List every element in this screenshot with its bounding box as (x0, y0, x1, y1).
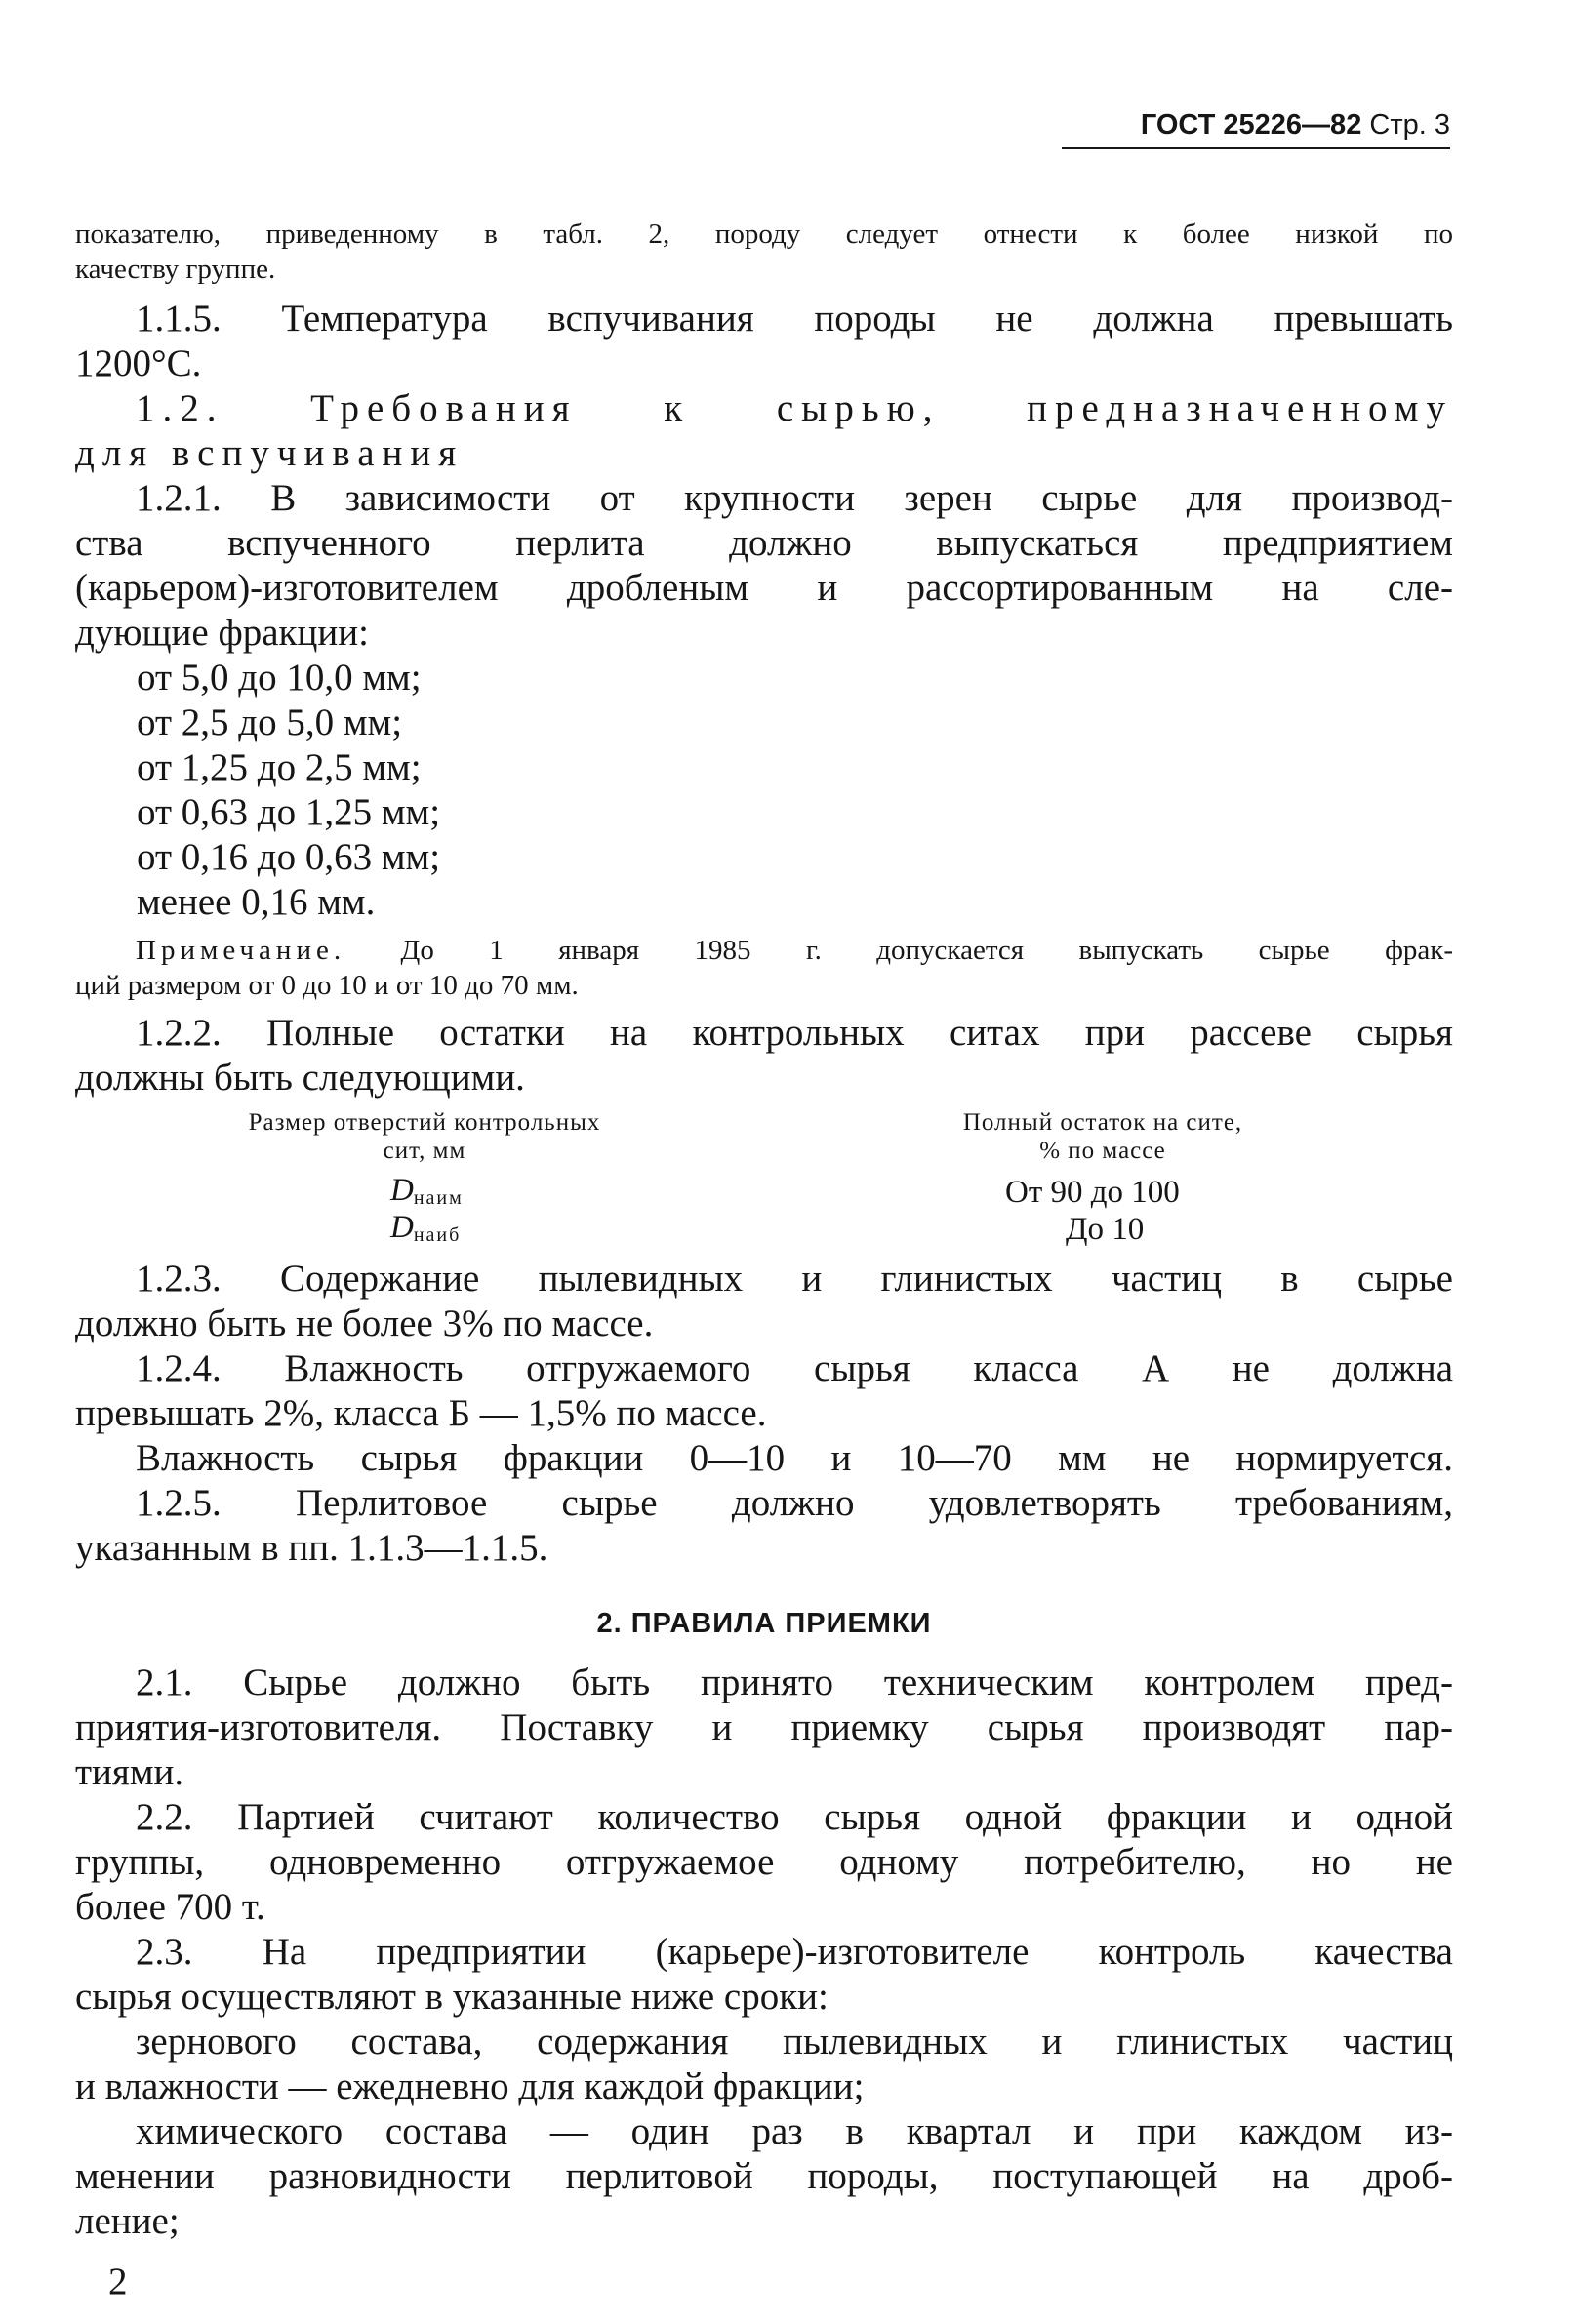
clause-1-2-3-line-2: должно быть не более 3% по массе. (75, 1302, 654, 1344)
clause-1-2-heading-line-1: 1.2. Требования к сырью, предназначенному (136, 387, 1453, 429)
clause-2-1-line-3: тиями. (75, 1751, 184, 1793)
clause-1-2-2-line-1: 1.2.2. Полные остатки на контрольных ситах при рассеве сырья (136, 1012, 1453, 1054)
clause-1-2-2-line-2: должны быть следующими. (75, 1057, 525, 1099)
clause-1-1-5-line-2: 1200°С. (75, 342, 202, 384)
clause-2-2-line-2: группы, одновременно отгружаемое одному потребителю, но не (75, 1841, 1453, 1883)
fraction-item: от 0,63 до 1,25 мм; (137, 791, 441, 833)
table-cell-symbol-dmax (390, 1210, 461, 1253)
clause-1-2-1-line-3: (карьером)-изготовителем дробленым и рассортированным на сле- (75, 567, 1453, 609)
clause-2-3-line-6: менении разновидности перлитовой породы, поступающей на дроб- (75, 2155, 1453, 2197)
symbol-letter: D (390, 1173, 414, 1208)
clause-2-2-line-3: более 700 т. (75, 1886, 265, 1928)
clause-2-3-line-7: ление; (75, 2200, 180, 2242)
header-line: Размер отверстий контрольных (248, 1109, 601, 1136)
clause-1-2-1-line-2: ства вспученного перлита должно выпускаться предприятием (75, 522, 1453, 564)
fraction-item: от 1,25 до 2,5 мм; (137, 746, 422, 788)
fraction-item: от 0,16 до 0,63 мм; (137, 836, 441, 878)
note-line-2: ций размером от 0 до 10 и от 10 до 70 мм. (75, 970, 579, 1001)
note-text: До 1 января 1985 г. допускается выпускать сырье фрак- (345, 935, 1453, 966)
clause-2-3-line-4: и влажности — ежедневно для каждой фракции; (75, 2065, 865, 2107)
table-column-header-residue (878, 1108, 1327, 1165)
clause-2-3-line-5: химического состава — один раз в квартал и при каждом из- (136, 2110, 1453, 2152)
clause-2-3-line-3: зернового состава, содержания пылевидных и глинистых частиц (136, 2021, 1453, 2063)
clause-1-2-5-line-2: указанным в пп. 1.1.3—1.1.5. (75, 1527, 548, 1569)
clause-1-2-5-line-1: 1.2.5. Перлитовое сырье должно удовлетворять требованиям, (136, 1482, 1453, 1524)
page-label: Стр. 3 (1369, 109, 1450, 140)
page-header (1062, 109, 1450, 149)
fraction-item: от 5,0 до 10,0 мм; (137, 657, 422, 699)
clause-1-2-4-line-3: Влажность сырья фракции 0—10 и 10—70 мм не нормируется. (136, 1437, 1453, 1479)
clause-2-1-line-2: приятия-изготовителя. Поставку и приемку сырья производят пар- (75, 1706, 1453, 1748)
intro-line-1: показателю, приведенному в табл. 2, породу следует отнести к более низкой по (75, 219, 1453, 250)
clause-2-1-line-1: 2.1. Сырье должно быть принято техническим контролем пред- (136, 1662, 1453, 1703)
clause-1-2-1-line-4: дующие фракции: (75, 612, 369, 654)
clause-1-2-heading-line-2: для вспучивания (75, 432, 465, 474)
table-column-header-sieve-size (195, 1108, 654, 1165)
standard-number: ГОСТ 25226—82 (1140, 109, 1362, 140)
page-number: 2 (108, 2261, 128, 2303)
clause-1-2-3-line-1: 1.2.3. Содержание пылевидных и глинистых частиц в сырье (136, 1258, 1453, 1300)
header-line: сит, мм (383, 1138, 466, 1164)
clause-1-2-1-line-1: 1.2.1. В зависимости от крупности зерен сырье для производ- (136, 477, 1453, 519)
symbol-subscript: наим (413, 1187, 464, 1209)
header-line: % по массе (1039, 1138, 1166, 1164)
fraction-item: от 2,5 до 5,0 мм; (137, 701, 403, 743)
note-line-1 (75, 933, 1453, 968)
clause-1-2-4-line-2: превышать 2%, класса Б — 1,5% по массе. (75, 1392, 767, 1434)
symbol-subscript: наиб (413, 1224, 462, 1246)
table-cell-value-dmax: До 10 (1066, 1212, 1145, 1247)
section-title: 2. ПРАВИЛА ПРИЕМКИ (596, 1608, 932, 1639)
clause-2-3-line-2: сырья осуществляют в указанные ниже сроки: (75, 1976, 829, 2018)
clause-1-2-4-line-1: 1.2.4. Влажность отгружаемого сырья класса А не должна (136, 1347, 1453, 1389)
note-label: Примечание. (136, 935, 346, 966)
clause-2-3-line-1: 2.3. На предприятии (карьере)-изготовителе контроль качества (136, 1931, 1453, 1973)
clause-1-1-5-line-1: 1.1.5. Температура вспучивания породы не должна превышать (136, 298, 1453, 340)
intro-line-2: качеству группе. (75, 254, 276, 285)
symbol-letter: D (390, 1210, 414, 1245)
fraction-item: менее 0,16 мм. (137, 881, 376, 923)
header-line: Полный остаток на сите, (962, 1109, 1243, 1136)
table-cell-value-dmin: От 90 до 100 (1005, 1175, 1180, 1210)
clause-2-2-line-1: 2.2. Партией считают количество сырья одной фракции и одной (136, 1796, 1453, 1838)
